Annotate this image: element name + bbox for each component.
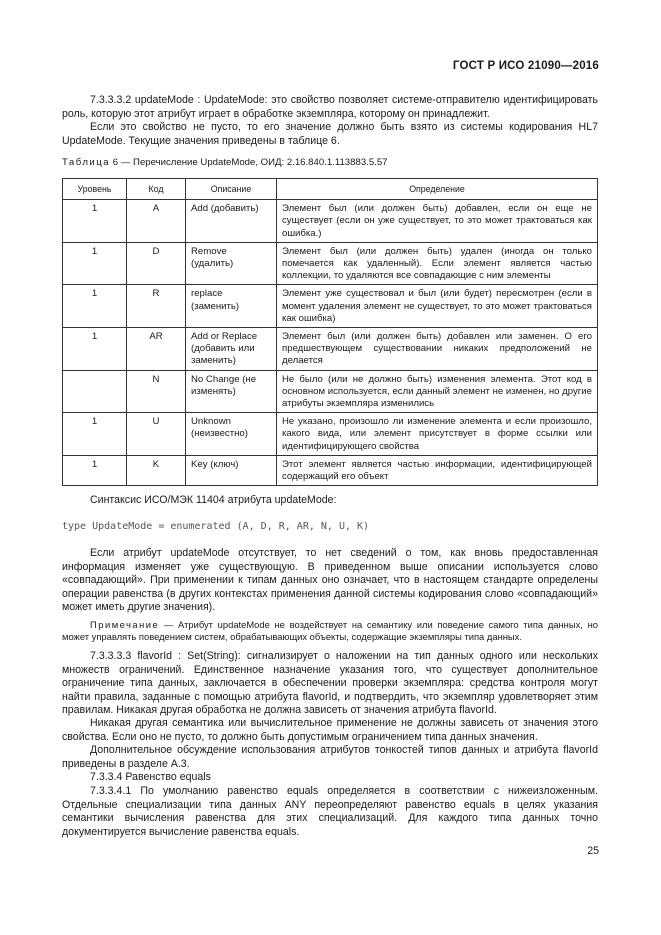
header-code: Код bbox=[127, 179, 186, 200]
header-definition: Определение bbox=[277, 179, 598, 200]
table-row bbox=[63, 242, 598, 285]
cell-description: replace (заменить) bbox=[186, 285, 277, 328]
cell-description: Add (добавить) bbox=[186, 200, 277, 243]
paragraph-additional-discussion: Дополнительное обсуждение использования атрибутов тонкостей типов данных и атрибута flavorId приведены в разделе А.3. bbox=[62, 744, 598, 770]
cell-definition: Не указано, произошло ли изменение элемента и если произошло, какого вида, или элемент присутствует в форме ссылки или идентифицирующего свойства bbox=[277, 413, 598, 456]
cell-level: 1 bbox=[63, 242, 127, 285]
cell-description: Unknown (неизвестно) bbox=[186, 413, 277, 456]
cell-code: N bbox=[127, 370, 186, 413]
table-caption bbox=[62, 157, 388, 168]
cell-code: R bbox=[127, 285, 186, 328]
cell-level: 1 bbox=[63, 455, 127, 485]
cell-description: Key (ключ) bbox=[186, 455, 277, 485]
paragraph-equals-default: 7.3.3.4.1 По умолчанию равенство equals определяется в соответствии с нижеизложенным. Отдельные специализации типа данных ANY переопределяют равенство equals в целях указания семантики вычисления равенства для этих специализаций. Для каждого типа данных точно документируется вычисление равенства equals. bbox=[62, 785, 598, 838]
table-caption-label: Таблица bbox=[62, 157, 111, 168]
cell-description: Add or Replace (добавить или заменить) bbox=[186, 328, 277, 371]
cell-level: 1 bbox=[63, 413, 127, 456]
cell-code: U bbox=[127, 413, 186, 456]
table-header-row bbox=[63, 179, 598, 200]
table-row bbox=[63, 200, 598, 243]
cell-level: 1 bbox=[63, 328, 127, 371]
note-label: Примечание bbox=[90, 619, 160, 630]
syntax-code: type UpdateMode = enumerated (A, D, R, AR, N, U, K) bbox=[62, 521, 370, 532]
table-row bbox=[63, 413, 598, 456]
paragraph-update-mode: 7.3.3.3.2 updateMode : UpdateMode: это свойство позволяет системе-отправителю идентифицировать роль, которую этот атрибут играет в обработке экземпляра, которому он принадлежит. bbox=[62, 94, 598, 120]
cell-level: 1 bbox=[63, 285, 127, 328]
note-text: — Атрибут updateMode не воздействует на семантику или поведение самого типа данных, но может управлять поведением систем, обрабатывающих объекты, содержащие экземпляры типа данных. bbox=[62, 619, 598, 643]
cell-definition: Этот элемент является частью информации, идентифицирующей содержащий его объект bbox=[277, 455, 598, 485]
cell-definition: Элемент уже существовал и был (или будет) пересмотрен (если в момент удаления элемент не существует, то это может трактоваться как ошибка) bbox=[277, 285, 598, 328]
paragraph-flavor-id: 7.3.3.3.3 flavorId : Set(String): сигнализирует о наложении на тип данных одного или нескольких множеств ограничений. Единственное назначение указания того, что существует дополнительное ограничение типа данных, заключается в обеспечении проверки экземпляра: средства контроля могут найти правила, заданные с помощью атрибута flavorId, и подтвердить, что экземпляр удовлетворяет этим правилам. Никакая другая обработка не должна зависеть от значения атрибута flavorId. bbox=[62, 650, 598, 717]
table-row bbox=[63, 328, 598, 371]
update-mode-table bbox=[62, 178, 598, 486]
cell-level bbox=[63, 370, 127, 413]
section-heading-equals: 7.3.3.4 Равенство equals bbox=[90, 771, 211, 783]
table-row bbox=[63, 370, 598, 413]
paragraph-no-semantics: Никакая другая семантика или вычислительное применение не должны зависеть от значения этого свойства. Если оно не пусто, то должно быть допустимым ограничением типа данных значения. bbox=[62, 717, 598, 743]
header-description: Описание bbox=[186, 179, 277, 200]
page-number: 25 bbox=[587, 845, 599, 857]
header-level: Уровень bbox=[63, 179, 127, 200]
table-row bbox=[63, 455, 598, 485]
cell-definition: Элемент был (или должен быть) добавлен или заменен. О его предшествующем существовании никаких предположений не делается bbox=[277, 328, 598, 371]
cell-definition: Элемент был (или должен быть) добавлен, если он еще не существует (если он уже существует, то это может трактоваться как ошибка.) bbox=[277, 200, 598, 243]
note-paragraph bbox=[62, 619, 598, 644]
table-row bbox=[63, 285, 598, 328]
cell-code: D bbox=[127, 242, 186, 285]
cell-level: 1 bbox=[63, 200, 127, 243]
table-caption-text: 6 — Перечисление UpdateMode, ОИД: 2.16.840.1.113883.5.57 bbox=[112, 157, 388, 168]
cell-code: AR bbox=[127, 328, 186, 371]
syntax-label: Синтаксис ИСО/МЭК 11404 атрибута updateMode: bbox=[90, 494, 337, 506]
cell-description: No Change (не изменять) bbox=[186, 370, 277, 413]
cell-definition: Элемент был (или должен быть) удален (иногда он только помечается как удаленный). Если элемент является частью коллекции, то удаляются все совпадающие с ним элементы bbox=[277, 242, 598, 285]
cell-code: K bbox=[127, 455, 186, 485]
cell-definition: Не было (или не должно быть) изменения элемента. Этот код в основном используется, если данный элемент не изменен, но другие атрибуты экземпляра изменились bbox=[277, 370, 598, 413]
paragraph-absent-update-mode: Если атрибут updateMode отсутствует, то нет сведений о том, как вновь предоставленная информация изменяет уже существующую. В приведенном выше описании используется слово «совпадающий». При применении к типам данных оно означает, что в настоящем стандарте определены операции равенства (в других контекстах применения данной системы кодирования слово «совпадающий» может иметь другие значения). bbox=[62, 547, 598, 614]
document-header: ГОСТ Р ИСО 21090—2016 bbox=[452, 60, 599, 72]
cell-description: Remove (удалить) bbox=[186, 242, 277, 285]
cell-code: A bbox=[127, 200, 186, 243]
paragraph-code-system: Если это свойство не пусто, то его значение должно быть взято из системы кодирования HL7 UpdateMode. Текущие значения приведены в таблице 6. bbox=[62, 121, 598, 147]
